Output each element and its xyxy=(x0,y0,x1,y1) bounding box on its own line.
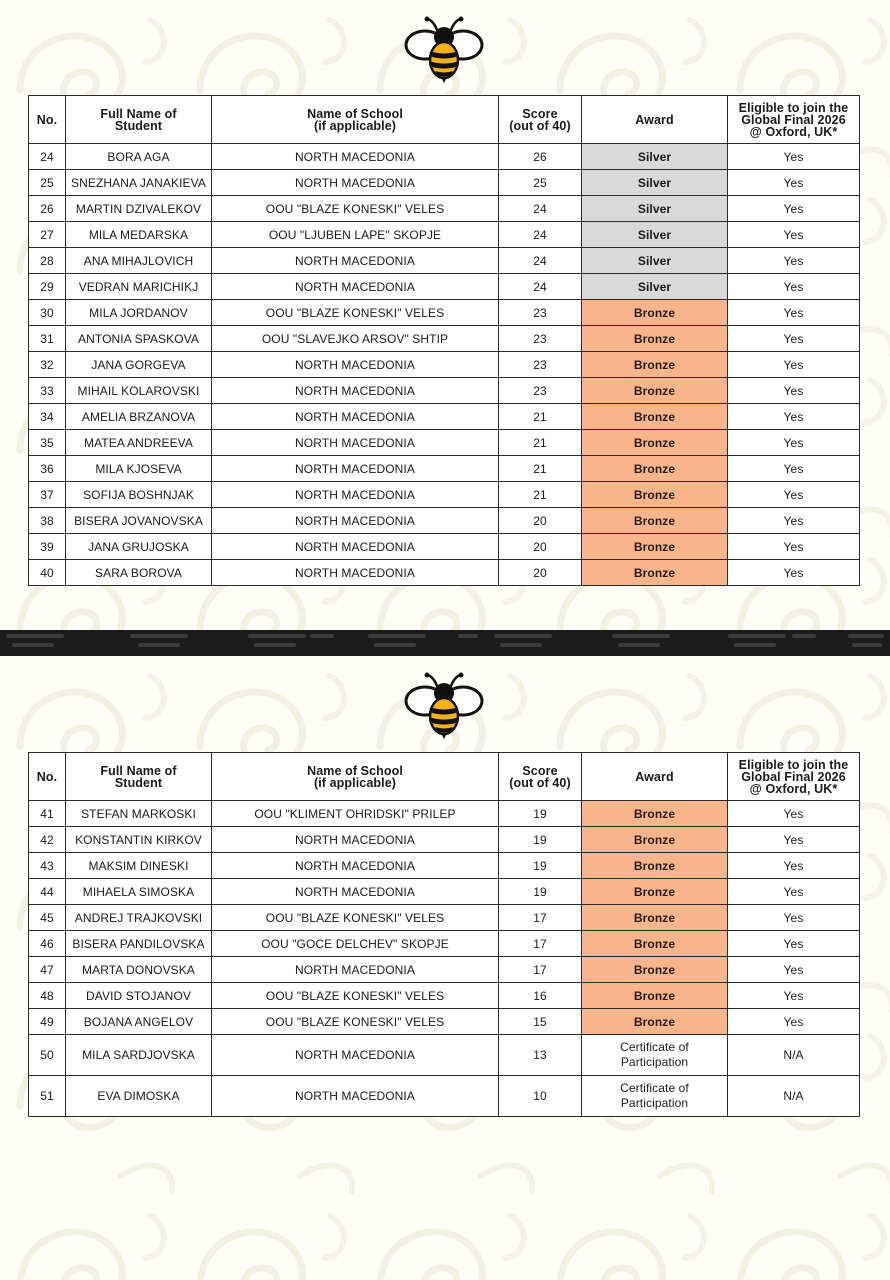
table-row xyxy=(29,1076,860,1117)
student-name-cell: MAKSIM DINESKI xyxy=(66,853,212,879)
school-name-cell: OOU "BLAZE KONESKI" VELES xyxy=(212,196,499,222)
table-row xyxy=(29,508,860,534)
student-name-cell: MIHAIL KOLAROVSKI xyxy=(66,378,212,404)
header-no: No. xyxy=(29,753,66,801)
award-cell: Bronze xyxy=(582,300,728,326)
school-name-cell: NORTH MACEDONIA xyxy=(212,248,499,274)
score-cell: 21 xyxy=(499,430,582,456)
student-name-cell: SOFIJA BOSHNJAK xyxy=(66,482,212,508)
eligible-cell: Yes xyxy=(728,404,860,430)
score-cell: 17 xyxy=(499,957,582,983)
row-no-cell: 43 xyxy=(29,853,66,879)
table-row xyxy=(29,144,860,170)
score-cell: 21 xyxy=(499,456,582,482)
award-line-1: Certificate of xyxy=(620,1040,689,1054)
table-row xyxy=(29,456,860,482)
student-name-cell: MILA JORDANOV xyxy=(66,300,212,326)
eligible-cell: Yes xyxy=(728,931,860,957)
award-cell: Bronze xyxy=(582,1009,728,1035)
student-name-cell: ANTONIA SPASKOVA xyxy=(66,326,212,352)
score-cell: 19 xyxy=(499,879,582,905)
score-cell: 19 xyxy=(499,827,582,853)
table-row xyxy=(29,905,860,931)
score-cell: 23 xyxy=(499,352,582,378)
row-no-cell: 48 xyxy=(29,983,66,1009)
school-name-cell: NORTH MACEDONIA xyxy=(212,1035,499,1076)
student-name-cell: ANA MIHAJLOVICH xyxy=(66,248,212,274)
eligible-cell: Yes xyxy=(728,983,860,1009)
student-name-cell: AMELIA BRZANOVA xyxy=(66,404,212,430)
row-no-cell: 33 xyxy=(29,378,66,404)
table-row xyxy=(29,801,860,827)
row-no-cell: 27 xyxy=(29,222,66,248)
row-no-cell: 32 xyxy=(29,352,66,378)
school-name-cell: OOU "LJUBEN LAPE" SKOPJE xyxy=(212,222,499,248)
eligible-cell: Yes xyxy=(728,378,860,404)
row-no-cell: 36 xyxy=(29,456,66,482)
award-cell: Bronze xyxy=(582,905,728,931)
school-name-cell: NORTH MACEDONIA xyxy=(212,827,499,853)
award-cell: Bronze xyxy=(582,326,728,352)
school-name-cell: NORTH MACEDONIA xyxy=(212,430,499,456)
row-no-cell: 26 xyxy=(29,196,66,222)
school-name-cell: NORTH MACEDONIA xyxy=(212,560,499,586)
award-cell: Bronze xyxy=(582,534,728,560)
student-name-cell: BOJANA ANGELOV xyxy=(66,1009,212,1035)
award-line-2: Participation xyxy=(620,1096,689,1110)
row-no-cell: 50 xyxy=(29,1035,66,1076)
score-cell: 19 xyxy=(499,853,582,879)
school-name-cell: NORTH MACEDONIA xyxy=(212,170,499,196)
results-page-1 xyxy=(0,0,890,630)
student-name-cell: MILA MEDARSKA xyxy=(66,222,212,248)
eligible-cell: Yes xyxy=(728,801,860,827)
score-cell: 26 xyxy=(499,144,582,170)
row-no-cell: 30 xyxy=(29,300,66,326)
award-cell: Silver xyxy=(582,144,728,170)
bee-icon xyxy=(401,670,487,740)
award-cell: Bronze xyxy=(582,404,728,430)
eligible-cell: N/A xyxy=(728,1076,860,1117)
row-no-cell: 37 xyxy=(29,482,66,508)
school-name-cell: OOU "BLAZE KONESKI" VELES xyxy=(212,1009,499,1035)
eligible-cell: Yes xyxy=(728,326,860,352)
table-row xyxy=(29,1035,860,1076)
table-row xyxy=(29,482,860,508)
table-row xyxy=(29,560,860,586)
table-row xyxy=(29,931,860,957)
school-name-cell: NORTH MACEDONIA xyxy=(212,879,499,905)
table-row xyxy=(29,274,860,300)
row-no-cell: 46 xyxy=(29,931,66,957)
school-name-cell: OOU "KLIMENT OHRIDSKI" PRILEP xyxy=(212,801,499,827)
student-name-cell: MILA SARDJOVSKA xyxy=(66,1035,212,1076)
school-name-cell: NORTH MACEDONIA xyxy=(212,1076,499,1117)
eligible-cell: Yes xyxy=(728,879,860,905)
school-name-cell: OOU "GOCE DELCHEV" SKOPJE xyxy=(212,931,499,957)
student-name-cell: MIHAELA SIMOSKA xyxy=(66,879,212,905)
award-line-2: Participation xyxy=(620,1055,689,1069)
eligible-cell: Yes xyxy=(728,853,860,879)
score-cell: 15 xyxy=(499,1009,582,1035)
score-cell: 20 xyxy=(499,560,582,586)
student-name-cell: KONSTANTIN KIRKOV xyxy=(66,827,212,853)
score-cell: 24 xyxy=(499,196,582,222)
school-name-cell: NORTH MACEDONIA xyxy=(212,352,499,378)
eligible-cell: Yes xyxy=(728,957,860,983)
award-cell xyxy=(582,1076,728,1117)
row-no-cell: 45 xyxy=(29,905,66,931)
score-cell: 23 xyxy=(499,326,582,352)
row-no-cell: 34 xyxy=(29,404,66,430)
eligible-cell: N/A xyxy=(728,1035,860,1076)
table-row xyxy=(29,1009,860,1035)
header-eligible: Eligible to join the Global Final 2026 @ Oxford, UK* xyxy=(728,753,860,801)
eligible-cell: Yes xyxy=(728,827,860,853)
table-row xyxy=(29,378,860,404)
eligible-cell: Yes xyxy=(728,1009,860,1035)
table-row xyxy=(29,170,860,196)
bee-icon xyxy=(401,14,487,84)
table-row xyxy=(29,853,860,879)
header-score: Score (out of 40) xyxy=(499,96,582,144)
school-name-cell: NORTH MACEDONIA xyxy=(212,482,499,508)
eligible-cell: Yes xyxy=(728,430,860,456)
eligible-cell: Yes xyxy=(728,274,860,300)
school-name-cell: OOU "BLAZE KONESKI" VELES xyxy=(212,983,499,1009)
header-school: Name of School (if applicable) xyxy=(212,753,499,801)
student-name-cell: JANA GRUJOSKA xyxy=(66,534,212,560)
score-cell: 17 xyxy=(499,931,582,957)
table-row xyxy=(29,827,860,853)
row-no-cell: 24 xyxy=(29,144,66,170)
row-no-cell: 39 xyxy=(29,534,66,560)
eligible-cell: Yes xyxy=(728,534,860,560)
school-name-cell: OOU "BLAZE KONESKI" VELES xyxy=(212,300,499,326)
award-cell: Bronze xyxy=(582,879,728,905)
school-name-cell: NORTH MACEDONIA xyxy=(212,957,499,983)
award-cell xyxy=(582,1035,728,1076)
award-cell: Bronze xyxy=(582,378,728,404)
eligible-cell: Yes xyxy=(728,482,860,508)
student-name-cell: MARTA DONOVSKA xyxy=(66,957,212,983)
row-no-cell: 29 xyxy=(29,274,66,300)
row-no-cell: 44 xyxy=(29,879,66,905)
header-eligible: Eligible to join the Global Final 2026 @ Oxford, UK* xyxy=(728,96,860,144)
table-row xyxy=(29,326,860,352)
table-row xyxy=(29,248,860,274)
score-cell: 10 xyxy=(499,1076,582,1117)
table-body xyxy=(29,144,860,586)
student-name-cell: SNEZHANA JANAKIEVA xyxy=(66,170,212,196)
award-cell: Bronze xyxy=(582,482,728,508)
student-name-cell: VEDRAN MARICHIKJ xyxy=(66,274,212,300)
award-line-1: Certificate of xyxy=(620,1081,689,1095)
table-row xyxy=(29,300,860,326)
student-name-cell: MARTIN DZIVALEKOV xyxy=(66,196,212,222)
results-table xyxy=(28,95,860,586)
student-name-cell: DAVID STOJANOV xyxy=(66,983,212,1009)
score-cell: 19 xyxy=(499,801,582,827)
school-name-cell: NORTH MACEDONIA xyxy=(212,508,499,534)
row-no-cell: 25 xyxy=(29,170,66,196)
table-row xyxy=(29,957,860,983)
row-no-cell: 51 xyxy=(29,1076,66,1117)
school-name-cell: NORTH MACEDONIA xyxy=(212,853,499,879)
score-cell: 23 xyxy=(499,300,582,326)
eligible-cell: Yes xyxy=(728,222,860,248)
award-cell: Bronze xyxy=(582,352,728,378)
score-cell: 25 xyxy=(499,170,582,196)
eligible-cell: Yes xyxy=(728,300,860,326)
student-name-cell: JANA GORGEVA xyxy=(66,352,212,378)
score-cell: 21 xyxy=(499,482,582,508)
header-award: Award xyxy=(582,753,728,801)
score-cell: 21 xyxy=(499,404,582,430)
school-name-cell: OOU "SLAVEJKO ARSOV" SHTIP xyxy=(212,326,499,352)
row-no-cell: 40 xyxy=(29,560,66,586)
school-name-cell: NORTH MACEDONIA xyxy=(212,144,499,170)
student-name-cell: EVA DIMOSKA xyxy=(66,1076,212,1117)
results-table xyxy=(28,752,860,1117)
score-cell: 13 xyxy=(499,1035,582,1076)
eligible-cell: Yes xyxy=(728,170,860,196)
student-name-cell: ANDREJ TRAJKOVSKI xyxy=(66,905,212,931)
header-full-name: Full Name of Student xyxy=(66,753,212,801)
eligible-cell: Yes xyxy=(728,905,860,931)
award-cell: Bronze xyxy=(582,827,728,853)
eligible-cell: Yes xyxy=(728,456,860,482)
eligible-cell: Yes xyxy=(728,508,860,534)
eligible-cell: Yes xyxy=(728,352,860,378)
award-cell: Silver xyxy=(582,170,728,196)
results-page-2 xyxy=(0,656,890,1280)
school-name-cell: NORTH MACEDONIA xyxy=(212,274,499,300)
score-cell: 17 xyxy=(499,905,582,931)
student-name-cell: STEFAN MARKOSKI xyxy=(66,801,212,827)
school-name-cell: NORTH MACEDONIA xyxy=(212,404,499,430)
row-no-cell: 31 xyxy=(29,326,66,352)
award-cell: Bronze xyxy=(582,508,728,534)
award-cell: Bronze xyxy=(582,456,728,482)
table-row xyxy=(29,404,860,430)
table-row xyxy=(29,879,860,905)
score-cell: 24 xyxy=(499,274,582,300)
row-no-cell: 42 xyxy=(29,827,66,853)
award-cell: Bronze xyxy=(582,983,728,1009)
score-cell: 24 xyxy=(499,248,582,274)
table-body xyxy=(29,801,860,1117)
table-row xyxy=(29,983,860,1009)
row-no-cell: 28 xyxy=(29,248,66,274)
student-name-cell: BISERA PANDILOVSKA xyxy=(66,931,212,957)
score-cell: 16 xyxy=(499,983,582,1009)
score-cell: 23 xyxy=(499,378,582,404)
header-full-name: Full Name of Student xyxy=(66,96,212,144)
row-no-cell: 47 xyxy=(29,957,66,983)
score-cell: 20 xyxy=(499,508,582,534)
award-cell: Silver xyxy=(582,196,728,222)
student-name-cell: SARA BOROVA xyxy=(66,560,212,586)
award-cell: Bronze xyxy=(582,931,728,957)
award-cell: Silver xyxy=(582,274,728,300)
row-no-cell: 38 xyxy=(29,508,66,534)
header-award: Award xyxy=(582,96,728,144)
header-no: No. xyxy=(29,96,66,144)
award-cell: Silver xyxy=(582,248,728,274)
student-name-cell: MATEA ANDREEVA xyxy=(66,430,212,456)
table-row xyxy=(29,222,860,248)
school-name-cell: OOU "BLAZE KONESKI" VELES xyxy=(212,905,499,931)
header-score: Score (out of 40) xyxy=(499,753,582,801)
row-no-cell: 49 xyxy=(29,1009,66,1035)
table-row xyxy=(29,196,860,222)
student-name-cell: BISERA JOVANOVSKA xyxy=(66,508,212,534)
school-name-cell: NORTH MACEDONIA xyxy=(212,378,499,404)
page-divider xyxy=(0,630,890,656)
school-name-cell: NORTH MACEDONIA xyxy=(212,534,499,560)
table-header-row xyxy=(29,753,860,801)
award-cell: Silver xyxy=(582,222,728,248)
award-cell: Bronze xyxy=(582,430,728,456)
eligible-cell: Yes xyxy=(728,248,860,274)
header-school: Name of School (if applicable) xyxy=(212,96,499,144)
student-name-cell: MILA KJOSEVA xyxy=(66,456,212,482)
row-no-cell: 41 xyxy=(29,801,66,827)
table-row xyxy=(29,430,860,456)
student-name-cell: BORA AGA xyxy=(66,144,212,170)
table-row xyxy=(29,352,860,378)
award-cell: Bronze xyxy=(582,853,728,879)
table-row xyxy=(29,534,860,560)
award-cell: Bronze xyxy=(582,560,728,586)
eligible-cell: Yes xyxy=(728,144,860,170)
award-cell: Bronze xyxy=(582,801,728,827)
row-no-cell: 35 xyxy=(29,430,66,456)
score-cell: 24 xyxy=(499,222,582,248)
eligible-cell: Yes xyxy=(728,196,860,222)
award-cell: Bronze xyxy=(582,957,728,983)
table-header-row xyxy=(29,96,860,144)
eligible-cell: Yes xyxy=(728,560,860,586)
score-cell: 20 xyxy=(499,534,582,560)
school-name-cell: NORTH MACEDONIA xyxy=(212,456,499,482)
